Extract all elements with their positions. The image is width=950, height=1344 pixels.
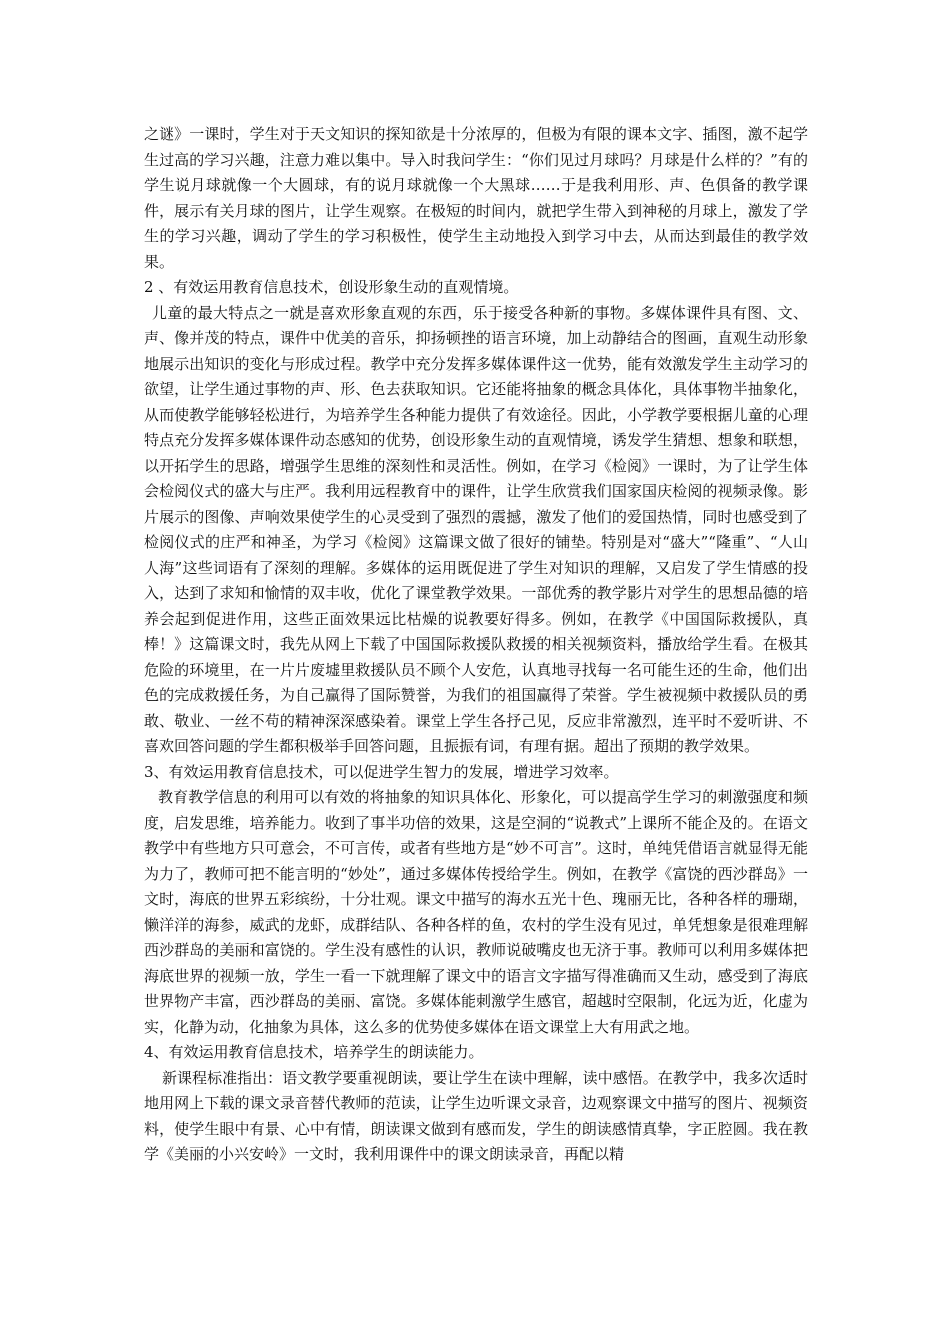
paragraph-reading-ability: 新课程标准指出：语文教学要重视朗读，要让学生在读中理解，读中感悟。在教学中，我多次适时地用网上下载的课文录音替代教师的范读，让学生边听课文录音，边观察课文中描写的图片、视频资料，使学生眼中有景、心中有情，朗读课文做到有感而发，学生的朗读感情真挚，字正腔圆。我在教学《美丽的小兴安岭》一文时，我利用课件中的课文朗读录音，再配以精 [144,1068,808,1163]
section-heading-4: 4、有效运用教育信息技术，培养学生的朗读能力。 [144,1043,484,1061]
paragraph-visual-scenes: 儿童的最大特点之一就是喜欢形象直观的东西，乐于接受各种新的事物。多媒体课件具有图、文、声、像并茂的特点，课件中优美的音乐，抑扬顿挫的语言环境，加上动静结合的图画，直观生动形象地展示出知识的变化与形成过程。教学中充分发挥多媒体课件这一优势，能有效激发学生主动学习的欲望，让学生通过事物的声、形、色去获取知识。它还能将抽象的概念具体化，具体事物半抽象化，从而使教学能够轻松进行，为培养学生各种能力提供了有效途径。因此，小学教学要根据儿童的心理特点充分发挥多媒体课件动态感知的优势，创设形象生动的直观情境，诱发学生猜想、想象和联想，以开拓学生的思路，增强学生思维的深刻性和灵活性。例如，在学习《检阅》一课时，为了让学生体会检阅仪式的盛大与庄严。我利用远程教育中的课件，让学生欣赏我们国家国庆检阅的视频录像。影片展示的图像、声响效果使学生的心灵受到了强烈的震撼，激发了他们的爱国热情，同时也感受到了检阅仪式的庄严和神圣，为学习《检阅》这篇课文做了很好的铺垫。特别是对“盛大”“隆重”、“人山人海”这些词语有了深刻的理解。多媒体的运用既促进了学生对知识的理解，又启发了学生情感的投入，达到了求知和愉情的双丰收，优化了课堂教学效果。一部优秀的教学影片对学生的思想品德的培养会起到促进作用，这些正面效果远比枯燥的说教要好得多。例如，在教学《中国国际救援队，真棒！》这篇课文时，我先从网上下载了中国国际救援队救援的相关视频资料，播放给学生看。在极其危险的环境里，在一片片废墟里救援队员不顾个人安危，认真地寻找每一名可能生还的生命，他们出色的完成救援任务，为自己赢得了国际赞誉，为我们的祖国赢得了荣誉。学生被视频中救援队员的勇敢、敬业、一丝不苟的精神深深感染着。课堂上学生各抒己见，反应非常激烈，连平时不爱听讲、不喜欢回答问题的学生都积极举手回答问题，且振振有词，有理有据。超出了预期的教学效果。 [144,303,808,755]
document-body [144,122,808,1168]
paragraph-intellectual-development: 教育教学信息的利用可以有效的将抽象的知识具体化、形象化，可以提高学生学习的刺激强度和频度，启发思维，培养能力。收到了事半功倍的效果，这是空洞的“说教式”上课所不能企及的。在语文教学中有些地方只可意会，不可言传，或者有些地方是“妙不可言”。这时，单纯凭借语言就显得无能为力了，教师可把不能言明的“妙处”，通过多媒体传授给学生。例如，在教学《富饶的西沙群岛》一文时，海底的世界五彩缤纷，十分壮观。课文中描写的海水五光十色、瑰丽无比，各种各样的珊瑚，懒洋洋的海参，威武的龙虾，成群结队、各种各样的鱼，农村的学生没有见过，单凭想象是很难理解西沙群岛的美丽和富饶的。学生没有感性的认识，教师说破嘴皮也无济于事。教师可以利用多媒体把海底世界的视频一放，学生一看一下就理解了课文中的语言文字描写得准确而又生动，感受到了海底世界物产丰富，西沙群岛的美丽、富饶。多媒体能刺激学生感官，超越时空限制，化远为近，化虚为实，化静为动，化抽象为具体，这么多的优势使多媒体在语文课堂上大有用武之地。 [144,788,808,1036]
section-heading-2: 2 、有效运用教育信息技术，创设形象生动的直观情境。 [144,278,519,296]
paragraph-moon-lesson: 之谜》一课时，学生对于天文知识的探知欲是十分浓厚的，但极为有限的课本文字、插图，激不起学生过高的学习兴趣，注意力难以集中。导入时我问学生：“你们见过月球吗？月球是什么样的？”有的学生说月球就像一个大圆球，有的说月球就像一个大黑球……于是我利用形、声、色俱备的教学课件，展示有关月球的图片，让学生观察。在极短的时间内，就把学生带入到神秘的月球上，激发了学生的学习兴趣，调动了学生的学习积极性，使学生主动地投入到学习中去，从而达到最佳的教学效果。 [144,125,808,271]
section-heading-3: 3、有效运用教育信息技术，可以促进学生智力的发展，增进学习效率。 [144,762,619,781]
